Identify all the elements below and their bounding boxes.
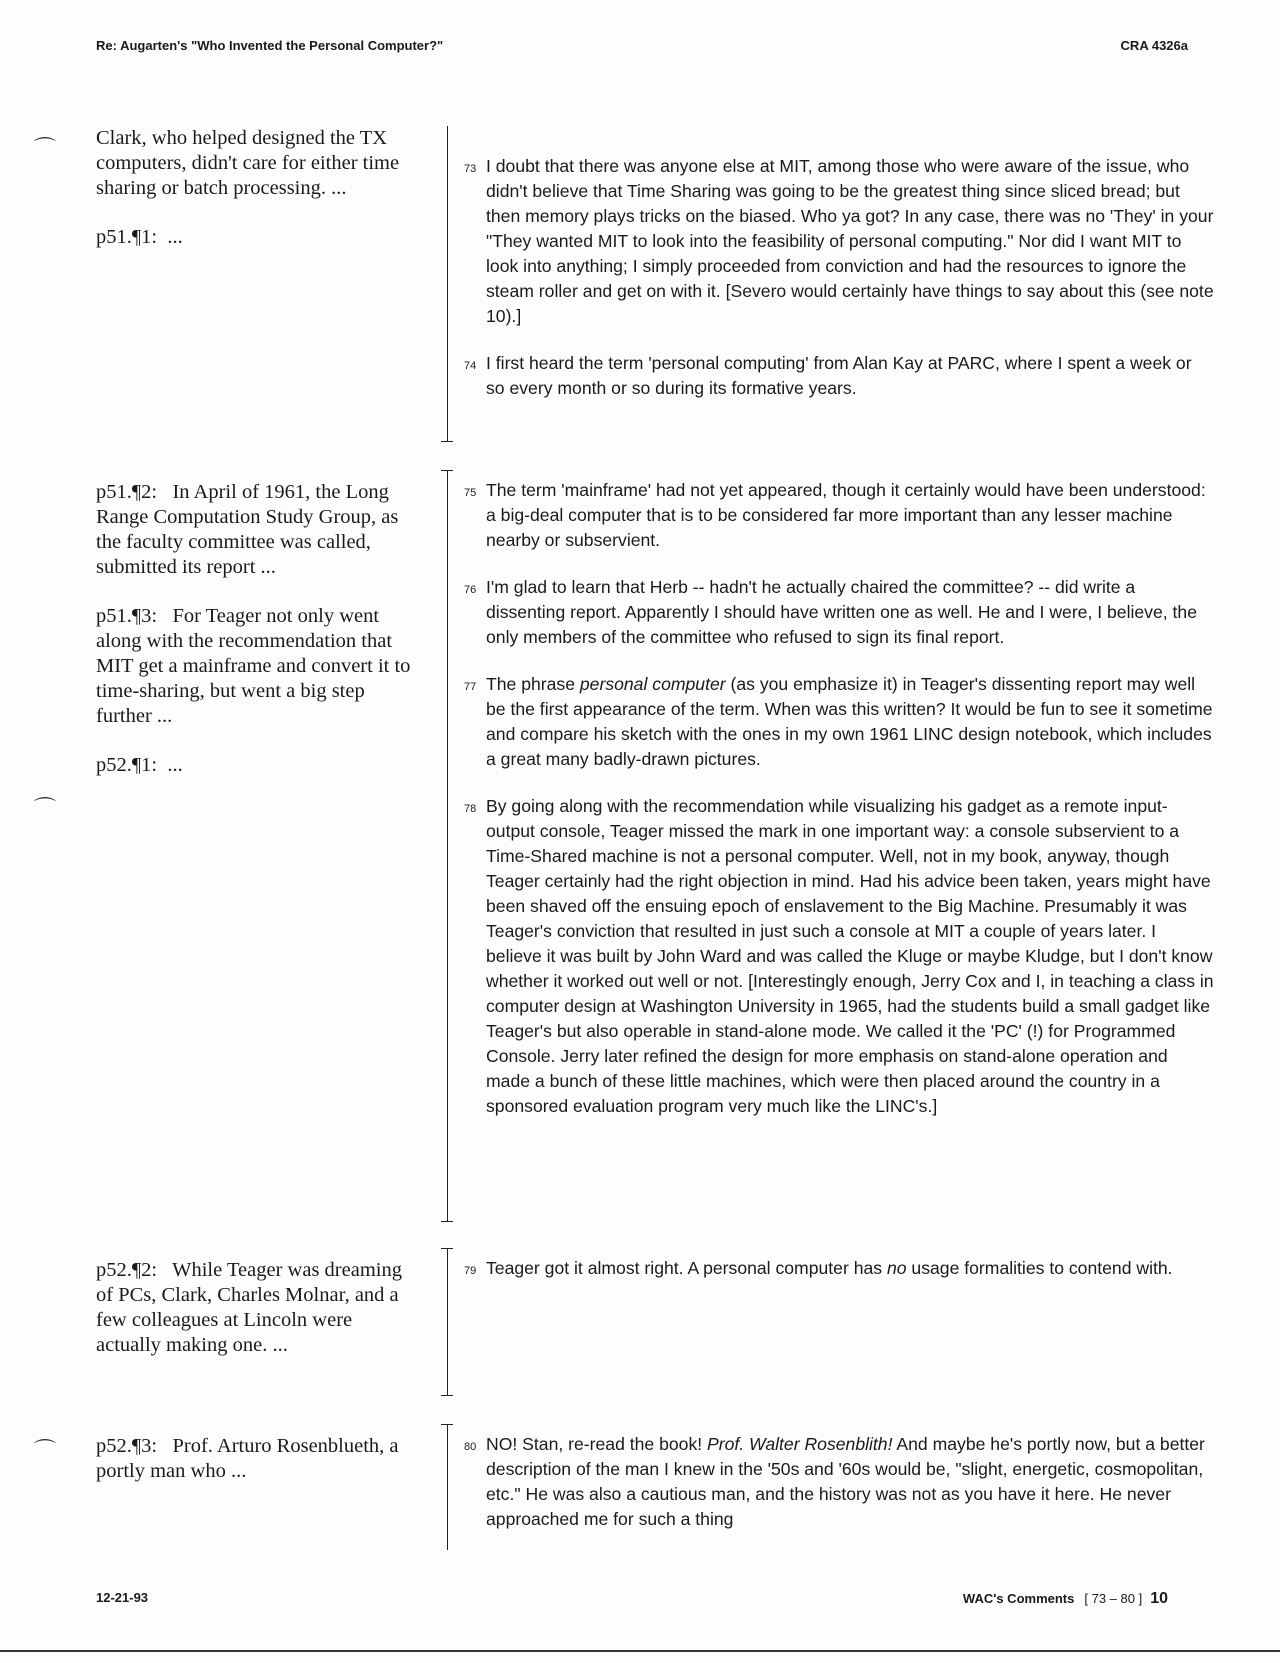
note-emphasis: no (886, 1258, 907, 1278)
notes-group-1 (464, 154, 1214, 423)
quote-text: p51.¶1: ... (96, 226, 183, 248)
bracket (447, 1248, 460, 1396)
note-text: The term 'mainframe' had not yet appeared, though it certainly would have been understood: a big-deal computer that is to be considered far more important than any lesser machine nearby or subservient. (486, 480, 1206, 550)
footer-right (963, 1590, 1168, 1608)
quote-column-3 (96, 1258, 416, 1382)
note-text (486, 1432, 1214, 1532)
note-number: 74 (464, 360, 477, 372)
note-text (486, 672, 1214, 772)
note-text-pre: Teager got it almost right. A personal computer has (486, 1258, 887, 1278)
note-text-pre: The phrase (486, 674, 580, 694)
bracket (447, 1424, 460, 1550)
note-item (464, 575, 1214, 650)
note-text: I doubt that there was anyone else at MIT, among those who were aware of the issue, who didn't believe that Time Sharing was going to be the greatest thing since sliced bread; but then memory plays tricks on the biased. Who ya got? In any case, there was no 'They' in your "They wanted MIT to look into the feasibility of personal computing." Nor did I want MIT to look into anything; I simply proceeded from conviction and had the resources to ignore the steam roller and get on with it. [Severo would certainly have things to say about this (see note 10).] (486, 156, 1214, 326)
note-text: By going along with the recommendation while visualizing his gadget as a remote input-output console, Teager missed the mark in one important way: a console subservient to a Time-Shared machine is not a personal computer. Well, not in my book, anyway, though Teager certainly had the right objection in mind. Had his advice been taken, years might have been shaved off the ensuing epoch of enslavement to the Big Machine. Presumably it was Teager's conviction that resulted in just such a console at MIT a couple of years later. I believe it was built by John Ward and was called the Kluge or maybe Kludge, but I don't know whether it worked out well or not. [Interestingly enough, Jerry Cox and I, in teaching a class in computer design at Washington University in 1965, had the students build a small gadget like Teager's but also operable in stand-alone mode. We called it the 'PC' (!) for Programmed Console. Jerry later refined the design for more emphasis on stand-alone operation and made a bunch of these little machines, which were then placed around the country in a sponsored evaluation program very much like the LINC's.] (486, 796, 1214, 1116)
note-number: 78 (464, 803, 477, 815)
note-number: 80 (464, 1441, 477, 1453)
margin-mark: ⌒ (34, 136, 57, 161)
notes-group-4 (464, 1432, 1214, 1554)
note-emphasis: personal computer (579, 674, 726, 694)
bracket (447, 470, 460, 1222)
note-text: I first heard the term 'personal computing' from Alan Kay at PARC, where I spent a week or so every month or so during its formative years. (486, 353, 1192, 398)
header-title: Re: Augarten's "Who Invented the Personal Computer?" (96, 38, 444, 53)
note-text-rest: And maybe he's portly now, but a better description of the man I knew in the '50s and '60s would be, "slight, energetic, cosmopolitan, etc." He was also a cautious man, and the history was not as you have it here. He never approached me for such a thing (486, 1434, 1205, 1529)
note-item (464, 1256, 1214, 1281)
bottom-rule (0, 1650, 1280, 1652)
note-emphasis: Prof. Walter Rosenblith! (707, 1434, 893, 1454)
bracket (447, 126, 460, 442)
note-item (464, 351, 1214, 401)
note-item (464, 154, 1214, 329)
quote-text: p52.¶3: Prof. Arturo Rosenblueth, a portly man who ... (96, 1435, 404, 1482)
quote-column-2 (96, 480, 416, 802)
margin-mark: ⌒ (34, 1438, 57, 1463)
footer-label: WAC's Comments (962, 1591, 1075, 1606)
quote-text: p52.¶1: ... (96, 754, 183, 776)
note-number: 77 (464, 681, 477, 693)
note-item (464, 672, 1214, 772)
quote-column-1 (96, 126, 416, 274)
note-text: I'm glad to learn that Herb -- hadn't he actually chaired the committee? -- did write a dissenting report. Apparently I should have written one as well. He and I were, I believe, the only members of the committee who refused to sign its final report. (486, 577, 1198, 647)
note-item (464, 478, 1214, 553)
note-number: 76 (464, 584, 477, 596)
quote-text: Clark, who helped designed the TX computers, didn't care for either time sharing or batch processing. ... (96, 127, 405, 199)
quote-column-4 (96, 1434, 416, 1508)
note-number: 79 (464, 1265, 477, 1277)
notes-group-3 (464, 1256, 1214, 1303)
quote-text: p52.¶2: While Teager was dreaming of PCs, Clark, Charles Molnar, and a few colleagues at Lincoln were actually making one. ... (96, 1259, 408, 1356)
note-number: 75 (464, 487, 477, 499)
note-text-pre: NO! Stan, re-read the book! (486, 1434, 708, 1454)
margin-mark: ⌒ (34, 796, 57, 821)
note-text (486, 1256, 1214, 1281)
note-number: 73 (464, 163, 477, 175)
quote-text: p51.¶3: For Teager not only went along with the recommendation that MIT get a mainframe and convert it to time-sharing, but went a big step further ... (96, 605, 416, 727)
note-item (464, 794, 1214, 1119)
page-number: 10 (1150, 1590, 1168, 1607)
footer-range: [ 73 – 80 ] (1084, 1591, 1143, 1606)
note-item (464, 1432, 1214, 1532)
note-text-rest: (as you emphasize it) in Teager's dissenting report may well be the first appearance of the term. When was this written? It would be fun to see it sometime and compare his sketch with the ones in my own 1961 LINC design notebook, which includes a great many badly-drawn pictures. (486, 674, 1213, 769)
notes-group-2 (464, 478, 1214, 1141)
note-text-rest: usage formalities to contend with. (906, 1258, 1173, 1278)
document-id: CRA 4326a (1120, 38, 1188, 53)
quote-text: p51.¶2: In April of 1961, the Long Range Computation Study Group, as the faculty committee was called, submitted its report ... (96, 481, 404, 578)
footer-date: 12-21-93 (96, 1590, 149, 1605)
